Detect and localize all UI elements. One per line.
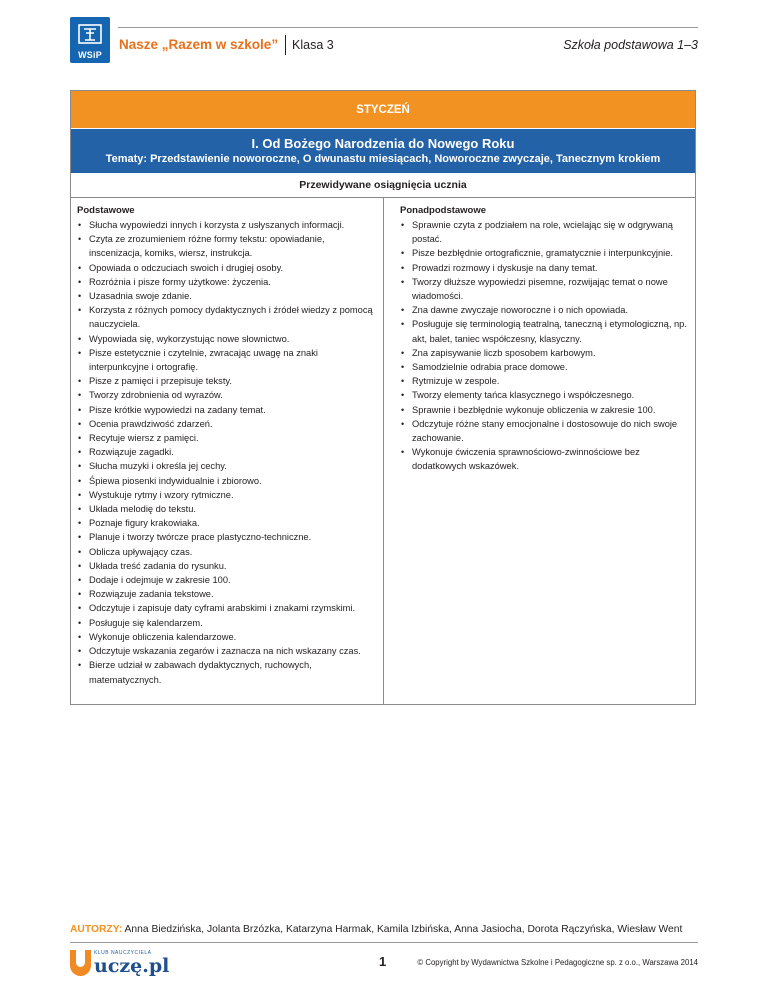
list-item: • Planuje i tworzy twórcze prace plastyczno-techniczne. [77, 530, 377, 544]
list-item: • Pisze bezbłędnie ortograficznie, gramatycznie i interpunkcyjnie. [400, 246, 689, 260]
topic-title: I. Od Bożego Narodzenia do Nowego Roku [251, 136, 515, 151]
list-item: • Opowiada o odczuciach swoich i drugiej osoby. [77, 261, 377, 275]
advanced-column [384, 198, 695, 704]
list-item: • Sprawnie i bezbłędnie wykonuje obliczenia w zakresie 100. [400, 403, 689, 417]
list-item: • Ocenia prawdziwość zdarzeń. [77, 417, 377, 431]
list-item: • Pisze krótkie wypowiedzi na zadany temat. [77, 403, 377, 417]
wsip-logo [70, 17, 110, 63]
list-item: • Tworzy elementy tańca klasycznego i współczesnego. [400, 388, 689, 402]
list-item: • Oblicza upływający czas. [77, 545, 377, 559]
copyright: © Copyright by Wydawnictwa Szkolne i Pedagogiczne sp. z o.o., Warszawa 2014 [417, 958, 698, 967]
list-item: • Wykonuje ćwiczenia sprawnościowo-zwinnościowe bez dodatkowych wskazówek. [400, 445, 689, 473]
list-item: • Rytmizuje w zespole. [400, 374, 689, 388]
list-item: • Samodzielnie odrabia prace domowe. [400, 360, 689, 374]
list-item: • Posługuje się terminologią teatralną, taneczną i etymologiczną, np. akt, balet, taniec współczesny, klasyczny. [400, 317, 689, 345]
list-item: • Pisze estetycznie i czytelnie, zwracając uwagę na znaki interpunkcyjne i ortografię. [77, 346, 377, 374]
list-item: • Odczytuje różne stany emocjonalne i dostosowuje do nich swoje zachowanie. [400, 417, 689, 445]
series-title: Nasze „Razem w szkole” [119, 37, 279, 52]
list-item: • Tworzy zdrobnienia od wyrazów. [77, 388, 377, 402]
outcomes-heading: Przewidywane osiągnięcia ucznia [71, 173, 695, 198]
list-item: • Czyta ze zrozumieniem różne formy tekstu: opowiadanie, inscenizacja, komiks, wiersz, instrukcja. [77, 232, 377, 260]
topics-list: Tematy: Przedstawienie noworoczne, O dwunastu miesiącach, Noworoczne zwyczaje, Tanecznym krokiem [105, 153, 661, 165]
list-item: • Wystukuje rytmy i wzory rytmiczne. [77, 488, 377, 502]
list-item: • Układa treść zadania do rysunku. [77, 559, 377, 573]
list-item: • Tworzy dłuższe wypowiedzi pisemne, rozwijając temat o nowe wiadomości. [400, 275, 689, 303]
list-item: • Pisze z pamięci i przepisuje teksty. [77, 374, 377, 388]
list-item: • Wypowiada się, wykorzystując nowe słownictwo. [77, 332, 377, 346]
list-item: • Recytuje wiersz z pamięci. [77, 431, 377, 445]
footer-rule [70, 942, 698, 943]
header-separator [285, 35, 286, 55]
basic-column [71, 198, 384, 704]
list-item: • Rozróżnia i pisze formy użytkowe: życzenia. [77, 275, 377, 289]
wsip-logo-text: WSiP [78, 50, 102, 60]
basic-list [77, 218, 377, 687]
list-item: • Wykonuje obliczenia kalendarzowe. [77, 630, 377, 644]
list-item: • Rozwiązuje zagadki. [77, 445, 377, 459]
list-item: • Rozwiązuje zadania tekstowe. [77, 587, 377, 601]
list-item: • Odczytuje i zapisuje daty cyframi arabskimi i znakami rzymskimi. [77, 601, 377, 615]
class-label: Klasa 3 [292, 38, 334, 52]
wsip-logo-icon [78, 23, 102, 45]
authors-names: Anna Biedzińska, Jolanta Brzózka, Katarzyna Harmak, Kamila Izbińska, Anna Jasiocha, Dorota Rączyńska, Wiesław Went [124, 924, 683, 935]
month-header: STYCZEŃ [71, 91, 695, 129]
ucze-logo-small: KLUB NAUCZYCIELA [94, 950, 152, 956]
basic-heading: Podstawowe [77, 205, 135, 216]
list-item: • Sprawnie czyta z podziałem na role, wcielając się w odgrywaną postać. [400, 218, 689, 246]
list-item: • Słucha wypowiedzi innych i korzysta z usłyszanych informacji. [77, 218, 377, 232]
list-item: • Odczytuje wskazania zegarów i zaznacza na nich wskazany czas. [77, 644, 377, 658]
list-item: • Prowadzi rozmowy i dyskusje na dany temat. [400, 261, 689, 275]
authors-line [70, 924, 682, 935]
advanced-heading: Ponadpodstawowe [400, 205, 487, 216]
list-item: • Uzasadnia swoje zdanie. [77, 289, 377, 303]
outcomes-columns [71, 198, 695, 704]
topic-header [71, 129, 695, 173]
list-item: • Zna zapisywanie liczb sposobem karbowym. [400, 346, 689, 360]
ucze-logo-icon [70, 950, 91, 976]
list-item: • Bierze udział w zabawach dydaktycznych, ruchowych, matematycznych. [77, 658, 377, 686]
list-item: • Słucha muzyki i określa jej cechy. [77, 459, 377, 473]
school-label: Szkoła podstawowa 1–3 [563, 38, 698, 52]
list-item: • Układa melodię do tekstu. [77, 502, 377, 516]
plan-table [70, 90, 696, 705]
advanced-list [400, 218, 689, 474]
header-rule [118, 27, 698, 28]
list-item: • Dodaje i odejmuje w zakresie 100. [77, 573, 377, 587]
list-item: • Poznaje figury krakowiaka. [77, 516, 377, 530]
ucze-logo-text: uczę.pl [94, 955, 170, 977]
list-item: • Korzysta z różnych pomocy dydaktycznych i źródeł wiedzy z pomocą nauczyciela. [77, 303, 377, 331]
list-item: • Zna dawne zwyczaje noworoczne i o nich opowiada. [400, 303, 689, 317]
list-item: • Posługuje się kalendarzem. [77, 616, 377, 630]
list-item: • Śpiewa piosenki indywidualnie i zbiorowo. [77, 474, 377, 488]
authors-label: AUTORZY: [70, 924, 123, 935]
page-number: 1 [379, 954, 387, 969]
